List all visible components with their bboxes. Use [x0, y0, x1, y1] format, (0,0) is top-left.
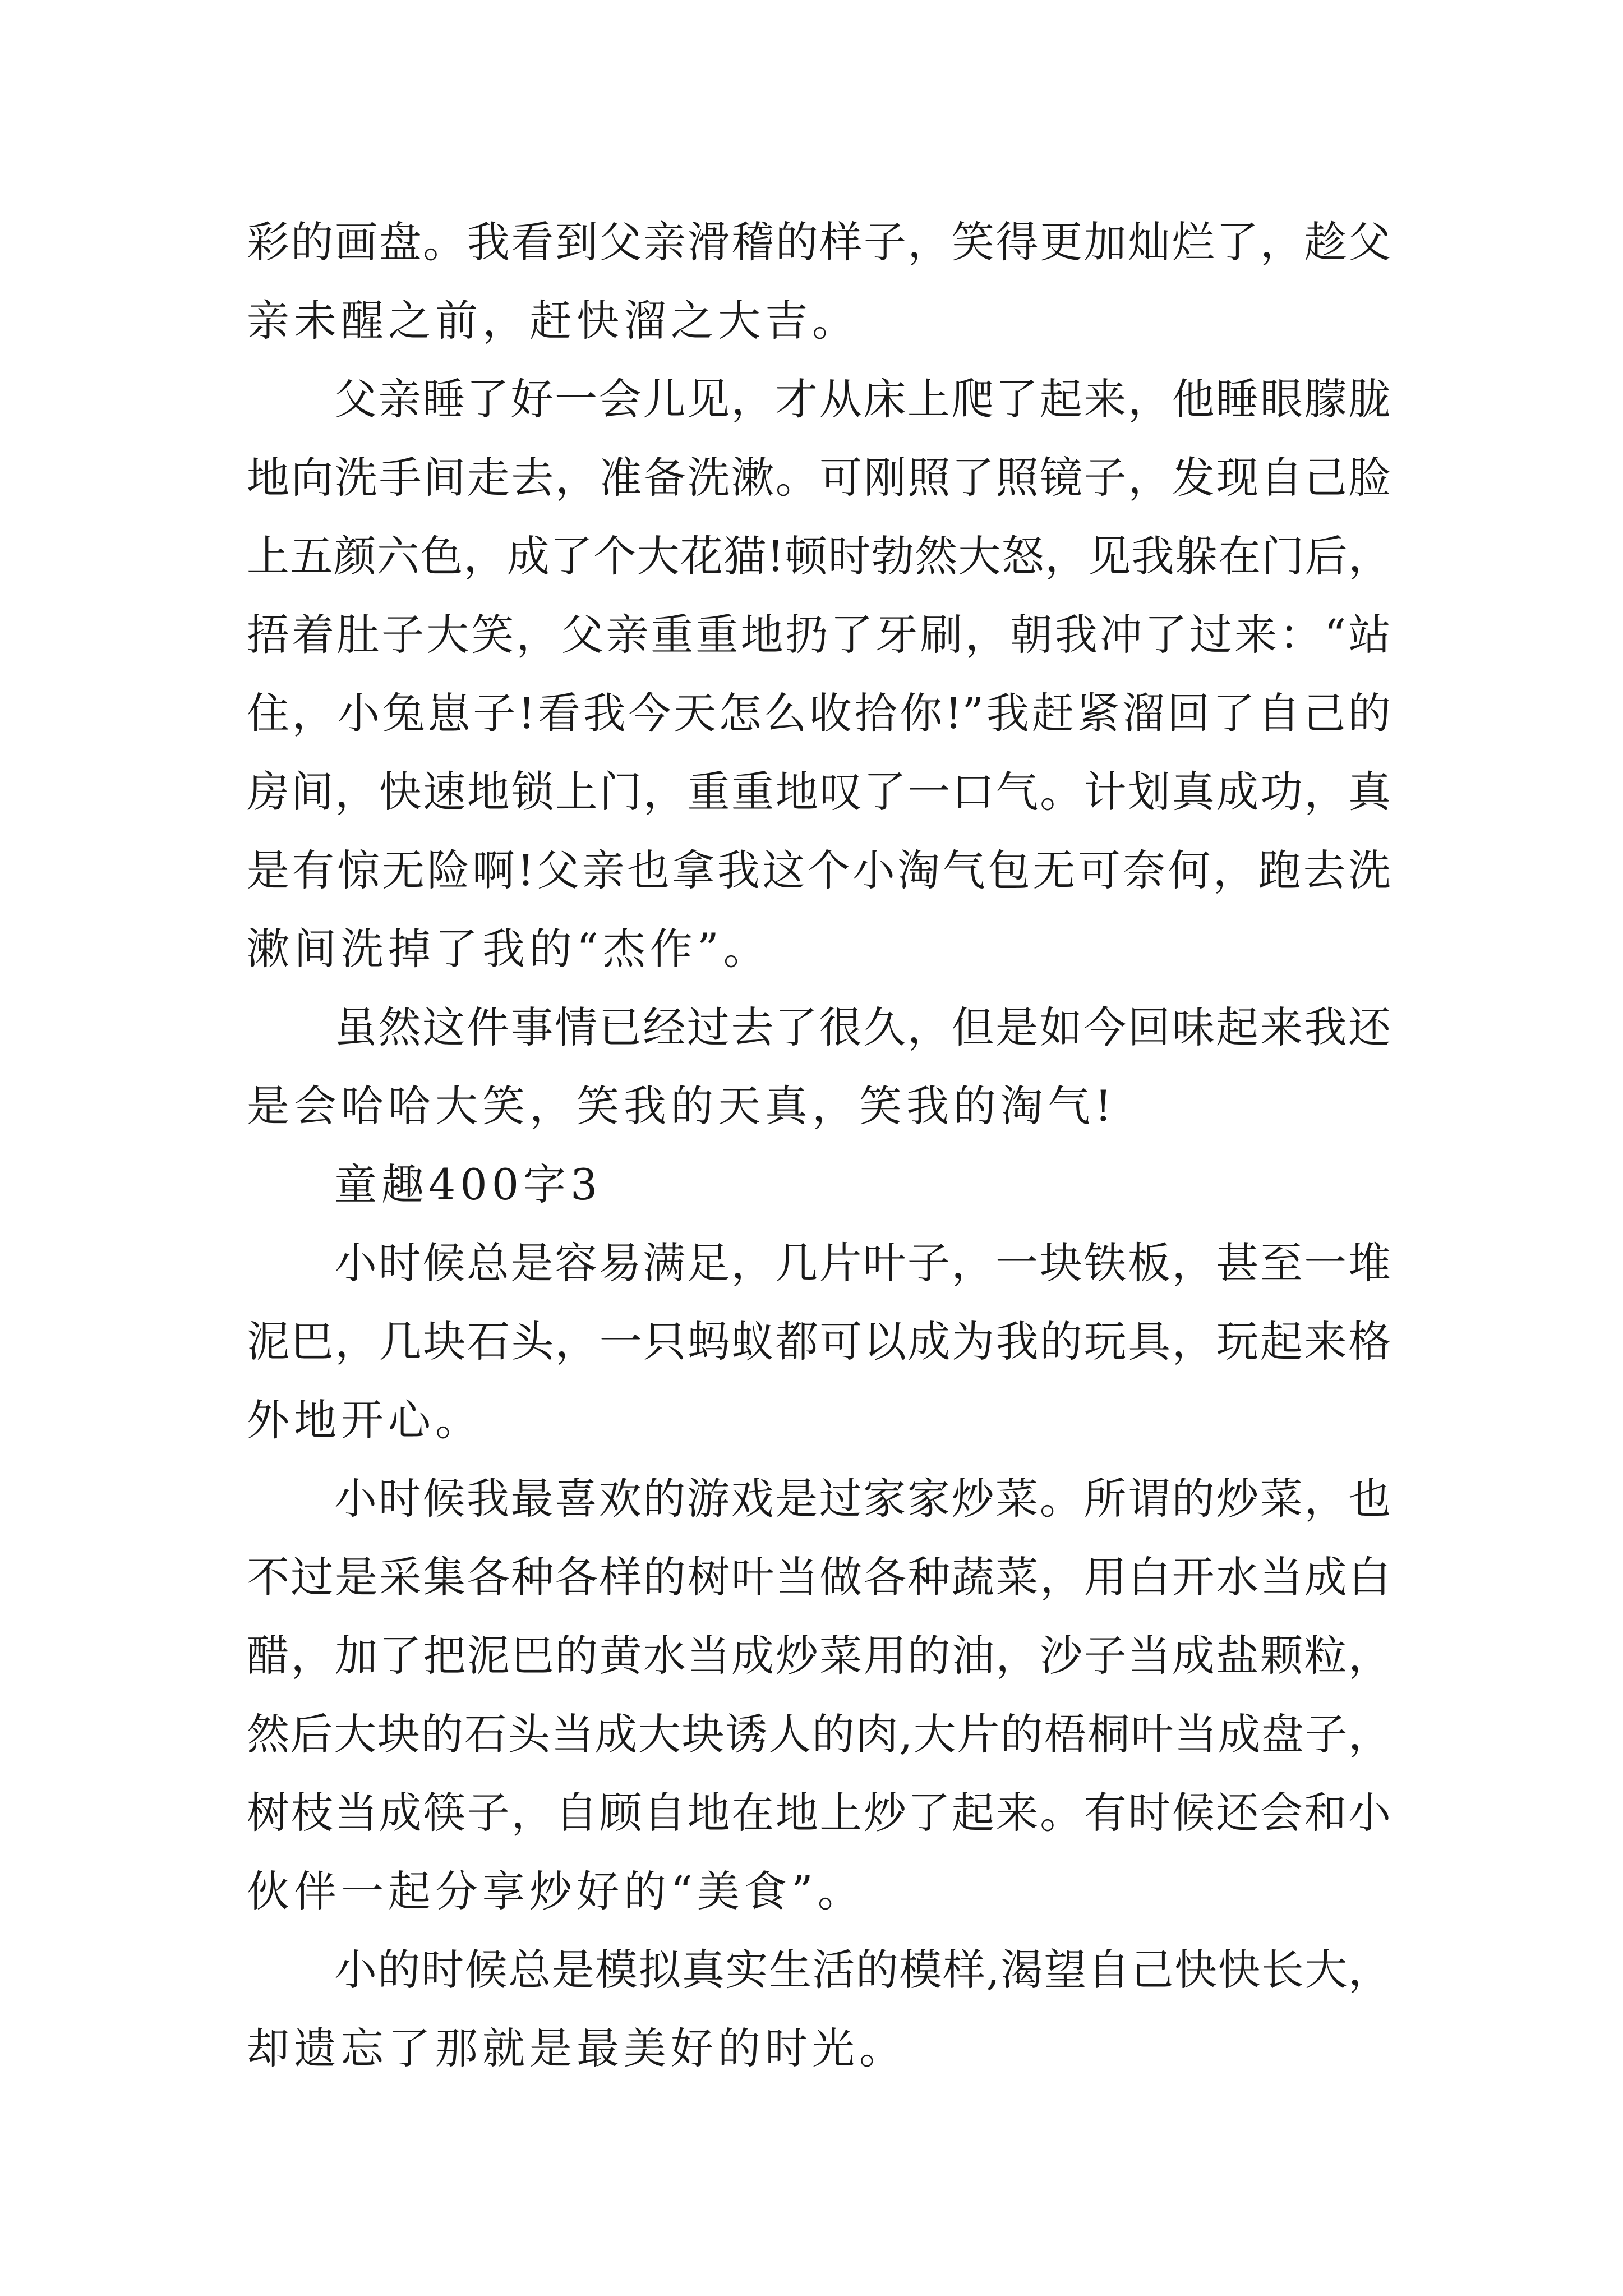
text-line: 泥巴，几块石头，一只蚂蚁都可以成为我的玩具，玩起来格	[247, 1317, 1391, 1366]
text-line: 外地开心。	[247, 1395, 482, 1445]
text-line: 小的时候总是模拟真实生活的模样,渴望自己快快长大，	[334, 1945, 1391, 1995]
text-line: 房间，快速地锁上门，重重地叹了一口气。计划真成功，真	[247, 767, 1391, 817]
text-line: 是有惊无险啊!父亲也拿我这个小淘气包无可奈何，跑去洗	[247, 845, 1391, 895]
text-line: 捂着肚子大笑，父亲重重地扔了牙刷，朝我冲了过来：“站	[247, 610, 1391, 660]
text-line: 小时候我最喜欢的游戏是过家家炒菜。所谓的炒菜，也	[334, 1474, 1391, 1524]
text-line: 亲未醒之前，赶快溜之大吉。	[247, 296, 859, 346]
text-line: 虽然这件事情已经过去了很久，但是如今回味起来我还	[334, 1002, 1391, 1052]
text-line: 地向洗手间走去，准备洗漱。可刚照了照镜子，发现自己脸	[247, 453, 1391, 503]
text-line: 上五颜六色，成了个大花猫!顿时勃然大怒，见我躲在门后，	[247, 531, 1391, 581]
text-line: 漱间洗掉了我的“杰作”。	[247, 924, 771, 974]
section-heading: 童趣400字3	[334, 1159, 602, 1209]
text-line: 伙伴一起分享炒好的“美食”。	[247, 1866, 865, 1916]
text-line: 醋，加了把泥巴的黄水当成炒菜用的油，沙子当成盐颗粒，	[247, 1631, 1391, 1681]
text-line: 却遗忘了那就是最美好的时光。	[247, 2023, 906, 2073]
text-line: 是会哈哈大笑，笑我的天真，笑我的淘气!	[247, 1081, 1117, 1131]
text-line: 不过是采集各种各样的树叶当做各种蔬菜，用白开水当成白	[247, 1552, 1391, 1602]
text-line: 小时候总是容易满足，几片叶子，一块铁板，甚至一堆	[334, 1238, 1391, 1288]
text-line: 住，小兔崽子!看我今天怎么收拾你!”我赶紧溜回了自己的	[247, 688, 1391, 738]
text-line: 彩的画盘。我看到父亲滑稽的样子，笑得更加灿烂了，趁父	[247, 217, 1391, 267]
text-line: 父亲睡了好一会儿见，才从床上爬了起来，他睡眼朦胧	[334, 374, 1391, 424]
text-line: 树枝当成筷子，自顾自地在地上炒了起来。有时候还会和小	[247, 1788, 1391, 1838]
text-line: 然后大块的石头当成大块诱人的肉,大片的梧桐叶当成盘子，	[247, 1709, 1391, 1759]
